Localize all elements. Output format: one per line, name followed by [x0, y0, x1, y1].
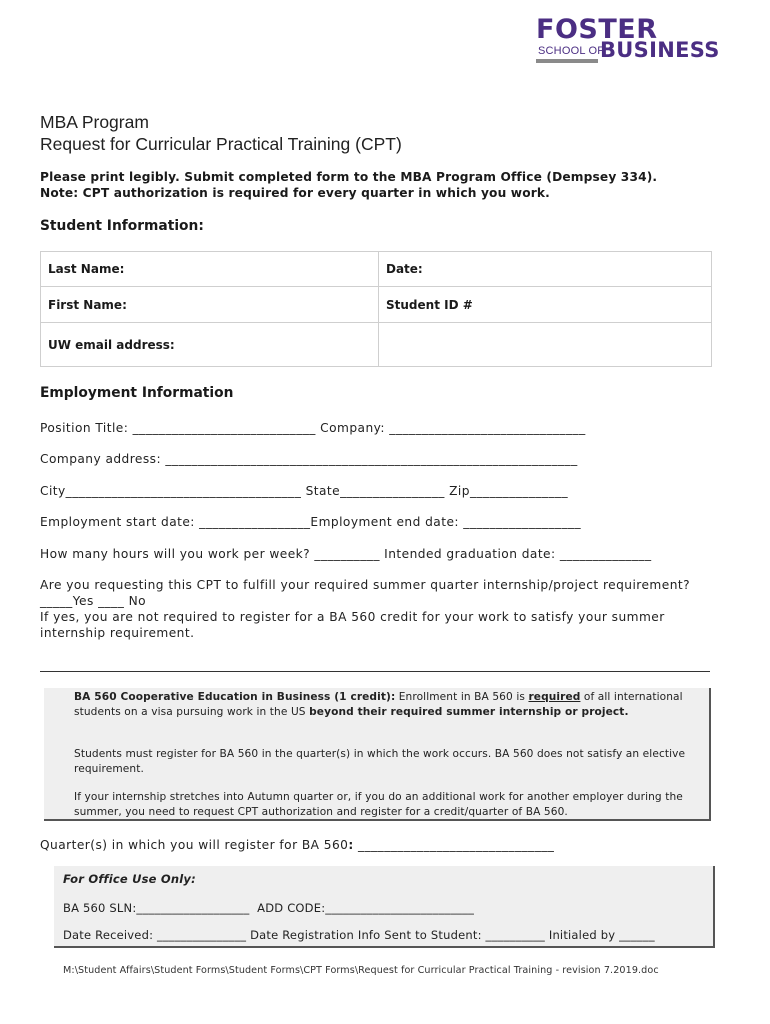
- required-emphasis: required: [528, 691, 581, 703]
- email-label: UW email address:: [48, 337, 175, 352]
- student-info-heading: Student Information:: [40, 218, 204, 234]
- first-name-field[interactable]: [41, 287, 379, 323]
- cpt-note-line-2: internship requirement.: [40, 626, 195, 640]
- quarters-blank[interactable]: ______________________________: [353, 838, 555, 852]
- employment-info-heading: Employment Information: [40, 385, 234, 401]
- ba560-info-box: [44, 688, 711, 821]
- company-address-line[interactable]: Company address: _______________________________________________________________: [40, 452, 578, 466]
- cpt-note-line-1: If yes, you are not required to register for a BA 560 credit for your work to satisfy your summer: [40, 610, 665, 624]
- quarters-line[interactable]: [40, 838, 554, 852]
- page-title-form: Request for Curricular Practical Training (CPT): [40, 134, 402, 154]
- yes-no-choice[interactable]: _____Yes ____ No: [40, 594, 147, 608]
- student-id-label: Student ID #: [386, 297, 473, 312]
- ba560-paragraph-2: Students must register for BA 560 in the quarter(s) in which the work occurs. BA 560 does not satisfy an elective requirement.: [74, 748, 686, 775]
- city-state-zip-line[interactable]: City____________________________________ State________________ Zip_______________: [40, 484, 569, 498]
- logo-school-of-text: SCHOOL OF: [538, 45, 605, 57]
- first-name-label: First Name:: [48, 297, 127, 312]
- employment-dates-line[interactable]: Employment start date: _________________Employment end date: __________________: [40, 515, 582, 529]
- instruction-line-2: Note: CPT authorization is required for every quarter in which you work.: [40, 186, 550, 200]
- date-field[interactable]: [379, 252, 711, 287]
- date-received-line[interactable]: Date Received: _______________ Date Registration Info Sent to Student: __________ Initialed by ______: [63, 928, 655, 942]
- date-label: Date:: [386, 262, 423, 276]
- instruction-line-1: Please print legibly. Submit completed form to the MBA Program Office (Dempsey 334).: [40, 170, 658, 184]
- ba560-text-b: of all international students on a visa pursuing work in the US: [74, 691, 683, 718]
- ba560-paragraph-1: [74, 690, 689, 719]
- cpt-question: Are you requesting this CPT to fulfill your required summer quarter internship/project requirement?: [40, 578, 691, 592]
- office-use-heading: For Office Use Only:: [63, 872, 196, 886]
- page-title-program: MBA Program: [40, 112, 149, 132]
- last-name-field[interactable]: [41, 252, 379, 287]
- last-name-label: Last Name:: [48, 262, 125, 276]
- ba560-course-title: BA 560 Cooperative Education in Business (1 credit):: [74, 691, 396, 703]
- ba560-beyond-note: beyond their required summer internship or project.: [309, 705, 629, 718]
- empty-cell[interactable]: [379, 323, 711, 366]
- ba560-paragraph-3: If your internship stretches into Autumn quarter or, if you do an additional work for another employer during the summer, you need to request CPT authorization and register for a credit/quarter of BA 560.: [74, 791, 683, 818]
- logo-business-text: BUSINESS: [600, 38, 720, 62]
- quarters-colon: :: [348, 838, 354, 852]
- student-id-field[interactable]: [379, 287, 711, 323]
- position-company-line[interactable]: Position Title: ____________________________ Company: ______________________________: [40, 421, 586, 435]
- office-use-box: [54, 866, 715, 948]
- logo-foster-text: FOSTER: [536, 14, 658, 45]
- quarters-label: Quarter(s) in which you will register for BA 560: [40, 838, 349, 852]
- hours-graduation-line[interactable]: How many hours will you work per week? __________ Intended graduation date: ______________: [40, 547, 652, 561]
- ba560-text-a: Enrollment in BA 560 is: [395, 691, 529, 703]
- student-info-table: [40, 251, 712, 367]
- sln-addcode-line[interactable]: BA 560 SLN:___________________ ADD CODE:_________________________: [63, 901, 475, 915]
- file-path-footer: M:\Student Affairs\Student Forms\Student Forms\CPT Forms\Request for Curricular Practical Training - revision 7.2019.doc: [63, 965, 659, 976]
- logo-bar: [536, 59, 598, 63]
- section-divider: [40, 671, 710, 672]
- foster-logo: [536, 14, 720, 64]
- email-field[interactable]: [41, 323, 379, 366]
